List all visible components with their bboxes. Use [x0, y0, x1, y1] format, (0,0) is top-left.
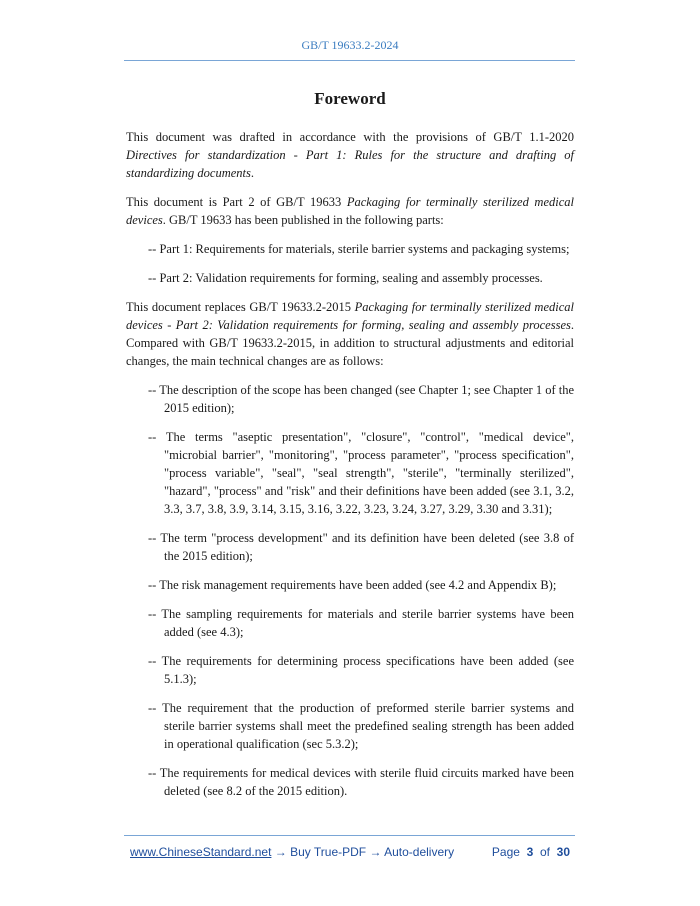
paragraph-text: .: [250, 166, 255, 180]
change-list-item: -- The term "process development" and its definition have been deleted (see 3.8 of the 2015 edition);: [148, 531, 574, 563]
page-total: 30: [556, 845, 570, 859]
cited-title: Packaging for terminally sterilized medical devices - Part 2: Validation requirements for forming, sealing and assembly processes: [126, 300, 574, 332]
header-divider: [124, 60, 575, 61]
paragraph-text: This document is Part 2 of GB/T 19633: [126, 195, 347, 209]
parts-list-item: -- Part 1: Requirements for materials, sterile barrier systems and packaging systems;: [148, 242, 570, 256]
store-link-text[interactable]: → Buy True-PDF → Auto-delivery: [271, 845, 455, 859]
paragraph-text: . Compared with GB/T 19633.2-2015, in addition to structural adjustments and editorial changes, the main technical changes are as follows:: [126, 318, 574, 368]
paragraph-text: This document replaces GB/T 19633.2-2015: [126, 300, 355, 314]
running-header: GB/T 19633.2-2024: [301, 38, 399, 52]
page-title: Foreword: [314, 89, 386, 108]
cited-title: Packaging for terminally sterilized medical devices: [126, 195, 574, 227]
page-indicator: [492, 845, 570, 859]
store-link[interactable]: [130, 845, 454, 859]
page-of-label: of: [539, 845, 550, 859]
change-list-item: -- The description of the scope has been changed (see Chapter 1; see Chapter 1 of the 2015 edition);: [148, 383, 575, 415]
change-list-item: -- The requirements for medical devices with sterile fluid circuits marked have been deleted (see 8.2 of the 2015 edition).: [148, 766, 574, 798]
paragraph-replacement: [126, 298, 574, 370]
page-current: 3: [526, 845, 534, 859]
change-list-item: -- The terms "aseptic presentation", "closure", "control", "medical device", "microbial barrier", "monitoring", "process parameter", "process specification", "process variable", "seal", "seal strength", "sterile", "terminally sterilized", "hazard", "process" and "risk" and their definitions have been added (see 3.1, 3.2, 3.3, 3.7, 3.8, 3.9, 3.14, 3.15, 3.16, 3.22, 3.23, 3.24, 3.27, 3.29, 3.30 and 3.31);: [148, 430, 574, 516]
paragraph-text: . GB/T 19633 has been published in the following parts:: [162, 213, 444, 227]
paragraph-drafting-basis: [126, 128, 574, 182]
paragraph-text: This document was drafted in accordance with the provisions of GB/T 1.1-2020: [126, 130, 574, 144]
paragraph-part-info: [126, 193, 574, 229]
document-body: [126, 88, 574, 811]
page-label: Page: [491, 845, 520, 859]
cited-title: Directives for standardization - Part 1: Rules for the structure and drafting of standardizing documents: [126, 148, 574, 180]
change-list-item: -- The sampling requirements for materials and sterile barrier systems have been added (see 4.3);: [148, 607, 574, 639]
parts-list-item: -- Part 2: Validation requirements for forming, sealing and assembly processes.: [148, 271, 543, 285]
change-list-item: -- The risk management requirements have been added (see 4.2 and Appendix B);: [148, 578, 557, 592]
store-link-url[interactable]: www.ChineseStandard.net: [130, 845, 272, 859]
change-list-item: -- The requirement that the production of preformed sterile barrier systems and sterile barrier systems shall meet the predefined sealing strength has been added in operational qualification (sec 5.3.2);: [148, 701, 574, 751]
change-list-item: -- The requirements for determining process specifications have been added (see 5.1.3);: [148, 654, 574, 686]
footer-divider: [124, 835, 575, 836]
